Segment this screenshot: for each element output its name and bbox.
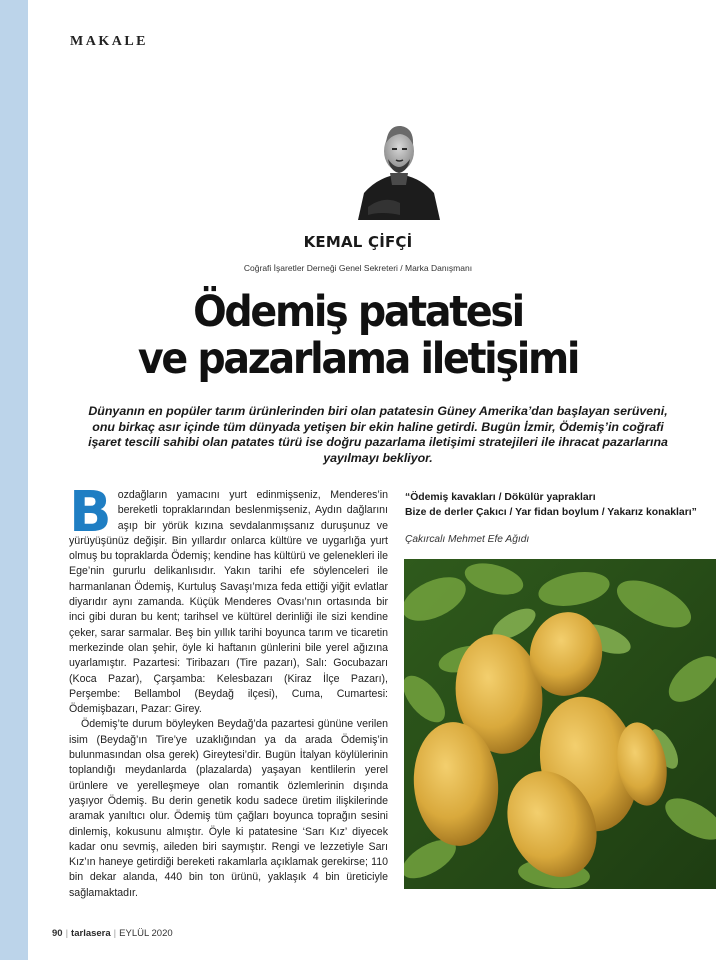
body-paragraph-2: Ödemiş’te durum böyleyken Beydağ’da pazartesi gününe verilen isim (Beydağ’ın Tire’ye uzaklığından ya da arada Ödemiş’in bulunmasından olsa gerek) Gireytesi’dir. Bugün İtalyan köylülerinin toplandığı meydanlarda (plazalarda) yaşayan kentlilerin yerel ürünlere ve yerelleşmeye olan romantik özlemlerinin dışında yaşıyor Ödemiş. Bu derin genetik kodu sadece üretim ilişkilerinde aramak yanıltıcı olur. Ödemiş tüm çağları boyunca toprağın sesini dinlemiş, kokusunu almıştır. Öyle ki patatesine ‘Sarı Kız’ diyecek kadar onu sevmiş, aileden biri saymıştır. Rengi ve lezzetiyle Sarı Kız’ın haneye getirdiği bereketi rakamlarla açıklamak gerekirse; 110 bin dekar alanda, 440 bin ton ürünü, yaklaşık 4 bin üreticiyle sağlamaktadır. xyxy=(69,718,388,899)
title-line-2: ve pazarlama iletişimi xyxy=(137,334,579,384)
magazine-name: tarlasera xyxy=(71,928,111,939)
author-portrait xyxy=(354,115,444,220)
drop-cap: B xyxy=(69,480,112,545)
page-footer: 90 | tarlasera | EYLÜL 2020 xyxy=(52,928,173,939)
section-label: MAKALE xyxy=(70,34,148,49)
body-paragraph-1: ozdağların yamacını yurt edinmişseniz, Menderes’in bereketli topraklarından beslenmişseniz, Aydın dağlarını aşıp bir yörük kızına sevdalanmışsanız duruşunuz ve yürüyüşünüz değişir. Bin yıllardır onlarca kültüre ve uygarlığa yurt olmuş bu topraklarda Ödemiş; kendine has kültürü ve gelenekleri ile Ege’nin gururlu delikanlısıdır. Yakın tarihi efe söylenceleri ile harmanlanan Ödemiş, Kurtuluş Savaşı’mıza feda ettiği yiğit evlatlar diyarıdır aynı zamanda. Küçük Menderes Ovası’nın ortasında bir inci gibi duran bu kent; tarihsel ve kültürel derinliği ile sizi kendine çeker, sarar sarmalar. Beş bin yıllık tarihi boyunca tarım ve ticaretin merkezinde olan şehir, öyle ki haftanın günlerini bile yerel ağızına uyarlamıştır. Pazartesi: Tiribazarı (Tire pazarı), Salı: Gocubazarı (Koca Pazar), Çarşamba: Kelesbazarı (Kiraz İlçe Pazarı), Perşembe: Bellambol (Beydağ ilçesi), Cuma, Cumartesi: Ödemişbazarı, Pazar: Girey. xyxy=(69,489,388,716)
author-name: KEMAL ÇİFÇİ xyxy=(303,233,413,251)
lead-paragraph: Dünyanın en popüler tarım ürünlerinden biri olan patatesin Güney Amerika’dan başlayan serüveni, onu birkaç asır içinde tüm dünyada yetişen bir ekin haline getirdi. Bugün İzmir, Ödemiş’in coğrafi işaret tescili sahibi olan patates türü ise doğru pazarlama iletişimi stratejileri ile ihracat pazarlarına yayılmayı bekliyor. xyxy=(88,404,668,465)
poem-quote xyxy=(405,490,710,520)
quote-source: Çakırcalı Mehmet Efe Ağıdı xyxy=(405,534,530,545)
issue-date: EYLÜL 2020 xyxy=(119,928,173,939)
potato-photo xyxy=(404,559,716,889)
side-color-bar xyxy=(0,0,28,960)
body-column xyxy=(69,480,388,901)
title-line-1: Ödemiş patatesi xyxy=(193,287,523,337)
page-number: 90 xyxy=(52,928,63,939)
article-title xyxy=(0,289,716,383)
author-role: Coğrafi İşaretler Derneği Genel Sekreteri / Marka Danışmanı xyxy=(243,263,473,273)
quote-line-1: “Ödemiş kavakları / Dökülür yaprakları xyxy=(405,492,596,503)
quote-line-2: Bize de derler Çakıcı / Yar fidan boylum / Yakarız konakları” xyxy=(405,507,697,518)
